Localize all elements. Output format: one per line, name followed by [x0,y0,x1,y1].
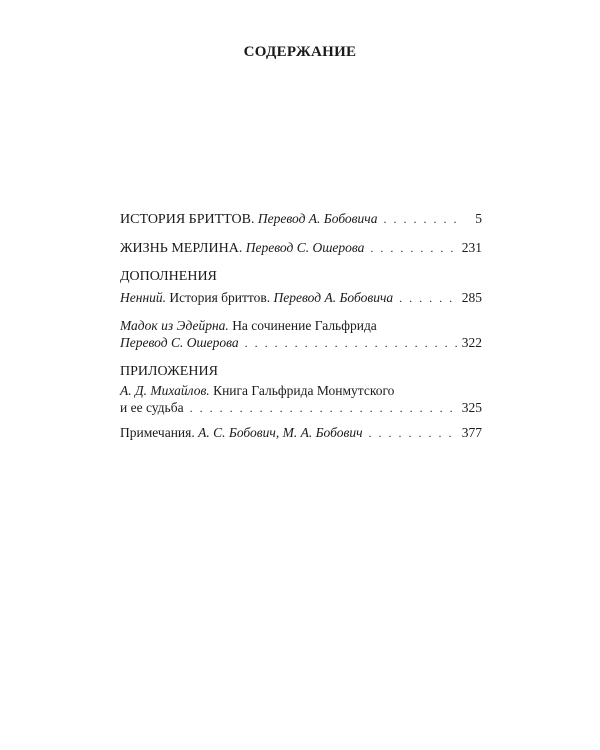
dot-leader [245,335,457,352]
dot-leader [370,240,457,257]
toc-author: Ненний. [120,290,167,305]
toc-author: А. Д. Михайлов. [120,383,210,398]
dot-leader [369,425,457,442]
toc-title: Примечания. [120,425,195,440]
toc-entry-line1 [120,382,482,399]
toc-title: Книга Гальфрида Монмутского [213,383,395,398]
toc-entry-text [120,239,364,257]
section-heading-appendices: ПРИЛОЖЕНИЯ [120,364,218,379]
toc-entry-text [120,289,393,306]
toc-entry-notes[interactable] [120,424,482,442]
toc-entry-text [120,424,363,441]
page-number: 322 [461,335,482,350]
toc-entry-mikhailov[interactable] [120,382,482,417]
toc-entry-madoc[interactable] [120,317,482,352]
toc-heading-history: ИСТОРИЯ БРИТТОВ. [120,212,255,227]
toc-entry-history[interactable] [120,210,482,228]
toc-entry-nennius[interactable] [120,289,482,307]
page-number: 285 [461,290,482,305]
dot-leader [399,290,457,307]
toc-translator: Перевод С. Ошерова [245,240,365,255]
page-number: 377 [461,425,482,440]
toc-translator: Перевод А. Бобовича [273,290,394,305]
toc-translator: Перевод А. Бобовича [257,211,378,226]
page-number: 5 [475,211,482,226]
page-title: СОДЕРЖАНИЕ [243,44,357,60]
toc-translator: Перевод С. Ошерова [120,335,239,350]
toc-entry-line2 [120,399,482,417]
toc-title-cont: и ее судьба [120,400,184,415]
dot-leader [383,211,457,228]
toc-entry-merlin[interactable] [120,239,482,257]
toc-author: Мадок из Эдейрна. [120,318,229,333]
section-heading-additions: ДОПОЛНЕНИЯ [120,269,217,284]
toc-title: История бриттов. [169,290,271,305]
toc-title: На сочинение Гальфрида [232,318,377,333]
toc-entry-line2 [120,334,482,352]
toc-entry-text [120,210,377,228]
page-number: 231 [461,240,482,255]
toc-authors: А. С. Бобович, М. А. Бобович [198,425,363,440]
page-number: 325 [461,400,482,415]
toc-heading-merlin: ЖИЗНЬ МЕРЛИНА. [120,241,243,256]
toc-entry-line1 [120,317,482,334]
table-of-contents [120,210,482,442]
dot-leader [190,400,457,417]
